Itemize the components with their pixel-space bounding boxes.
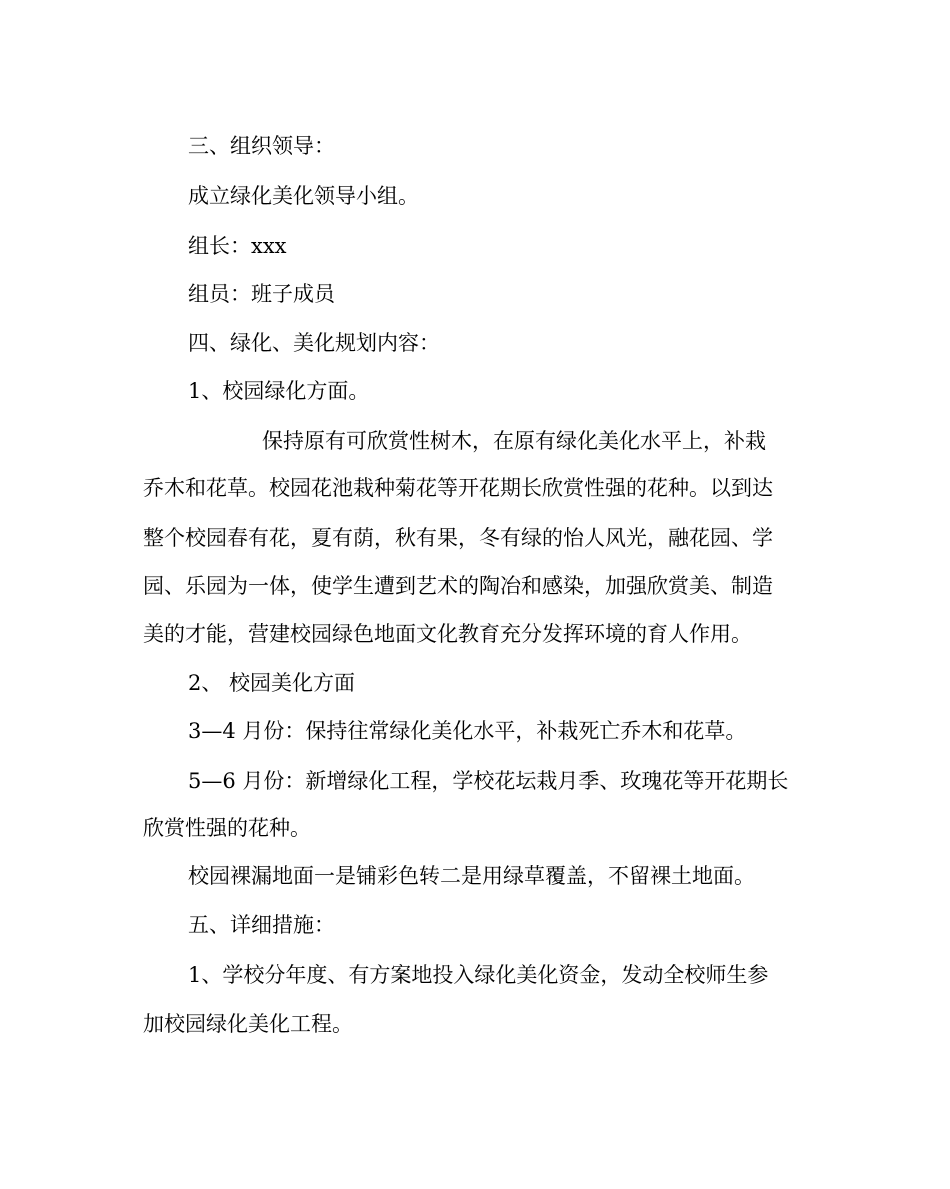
subheading-beautification: 2、 校园美化方面	[188, 671, 356, 695]
paragraph-line: 成立绿化美化领导小组。	[188, 184, 419, 208]
paragraph-line: 乔木和花草。校园花池栽种菊花等开花期长欣赏性强的花种。以到达	[143, 476, 773, 500]
paragraph-line: 保持原有可欣赏性树木，在原有绿化美化水平上，补栽	[262, 429, 766, 453]
paragraph-line: 1、学校分年度、有方案地投入绿化美化资金，发动全校师生参	[188, 963, 769, 987]
paragraph-line: 园、乐园为一体，使学生遭到艺术的陶冶和感染，加强欣赏美、制造	[143, 574, 773, 598]
paragraph-line: 校园裸漏地面一是铺彩色转二是用绿草覆盖，不留裸土地面。	[188, 864, 755, 888]
paragraph-line: 3—4 月份：保持往常绿化美化水平，补栽死亡乔木和花草。	[188, 719, 747, 743]
paragraph-line: 欣赏性强的花种。	[143, 816, 311, 840]
paragraph-line: 整个校园春有花，夏有荫，秋有果，冬有绿的怡人风光，融花园、学	[143, 526, 773, 550]
paragraph-line: 5—6 月份：新增绿化工程，学校花坛栽月季、玫瑰花等开花期长	[188, 769, 789, 793]
paragraph-line: 组员：班子成员	[188, 282, 335, 306]
paragraph-line: 美的才能，营建校园绿色地面文化教育充分发挥环境的育人作用。	[143, 622, 752, 646]
paragraph-line: 加校园绿化美化工程。	[143, 1012, 353, 1036]
section-heading-planning: 四、绿化、美化规划内容：	[188, 331, 440, 355]
subheading-greening: 1、校园绿化方面。	[188, 379, 370, 403]
section-heading-organization: 三、组织领导：	[188, 134, 335, 158]
paragraph-line: 组长：xxx	[188, 234, 287, 258]
section-heading-measures: 五、详细措施：	[188, 913, 335, 937]
